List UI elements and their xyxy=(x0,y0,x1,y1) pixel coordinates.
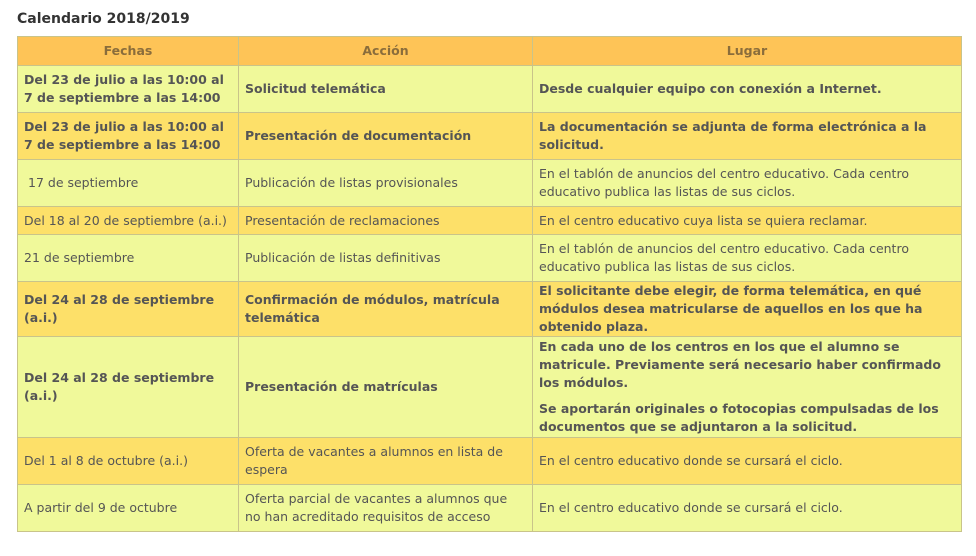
table-row xyxy=(18,113,962,160)
cell-accion: Oferta parcial de vacantes a alumnos que no han acreditado requisitos de acceso xyxy=(239,485,533,532)
cell-lugar xyxy=(533,282,962,337)
cell-fecha: 17 de septiembre xyxy=(18,160,239,207)
table-header-row xyxy=(18,37,962,66)
cell-fecha: Del 24 al 28 de septiembre (a.i.) xyxy=(18,282,239,337)
table-row xyxy=(18,337,962,438)
lugar-text: En el centro educativo donde se cursará el ciclo. xyxy=(539,500,843,515)
cell-accion: Presentación de matrículas xyxy=(239,337,533,438)
cell-accion: Presentación de reclamaciones xyxy=(239,207,533,235)
lugar-text: En el centro educativo donde se cursará el ciclo. xyxy=(539,453,843,468)
cell-fecha: A partir del 9 de octubre xyxy=(18,485,239,532)
cell-fecha: 21 de septiembre xyxy=(18,235,239,282)
cell-accion: Presentación de documentación xyxy=(239,113,533,160)
cell-fecha: Del 18 al 20 de septiembre (a.i.) xyxy=(18,207,239,235)
table-row xyxy=(18,160,962,207)
cell-accion: Publicación de listas definitivas xyxy=(239,235,533,282)
cell-fecha: Del 1 al 8 de octubre (a.i.) xyxy=(18,438,239,485)
header-lugar: Lugar xyxy=(533,37,962,66)
cell-lugar xyxy=(533,235,962,282)
header-fechas: Fechas xyxy=(18,37,239,66)
cell-lugar xyxy=(533,485,962,532)
table-row xyxy=(18,438,962,485)
cell-lugar xyxy=(533,337,962,438)
calendar-section xyxy=(17,7,961,532)
cell-fecha: Del 24 al 28 de septiembre (a.i.) xyxy=(18,337,239,438)
cell-fecha: Del 23 de julio a las 10:00 al 7 de septiembre a las 14:00 xyxy=(18,66,239,113)
lugar-text: La documentación se adjunta de forma electrónica a la solicitud. xyxy=(539,119,927,152)
table-row xyxy=(18,207,962,235)
lugar-text: En el centro educativo cuya lista se quiera reclamar. xyxy=(539,212,868,228)
calendar-table xyxy=(17,36,962,532)
lugar-text: Se aportarán originales o fotocopias compulsadas de los documentos que se adjuntaron a la solicitud. xyxy=(539,401,939,434)
table-row xyxy=(18,66,962,113)
table-row xyxy=(18,282,962,337)
cell-accion: Confirmación de módulos, matrícula telemática xyxy=(239,282,533,337)
cell-lugar xyxy=(533,113,962,160)
header-accion: Acción xyxy=(239,37,533,66)
cell-lugar xyxy=(533,207,962,235)
cell-fecha: Del 23 de julio a las 10:00 al 7 de septiembre a las 14:00 xyxy=(18,113,239,160)
lugar-text: En el tablón de anuncios del centro educativo. Cada centro educativo publica las listas de sus ciclos. xyxy=(539,241,909,274)
lugar-text: Desde cualquier equipo con conexión a Internet. xyxy=(539,81,882,96)
page-title: Calendario 2018/2019 xyxy=(17,11,190,27)
cell-lugar xyxy=(533,66,962,113)
cell-accion: Solicitud telemática xyxy=(239,66,533,113)
table-row xyxy=(18,235,962,282)
cell-accion: Oferta de vacantes a alumnos en lista de espera xyxy=(239,438,533,485)
lugar-text: En cada uno de los centros en los que el alumno se matricule. Previamente será necesario haber confirmado los módulos. xyxy=(539,339,941,390)
cell-lugar xyxy=(533,438,962,485)
cell-accion: Publicación de listas provisionales xyxy=(239,160,533,207)
table-row xyxy=(18,485,962,532)
cell-lugar xyxy=(533,160,962,207)
lugar-text: En el tablón de anuncios del centro educativo. Cada centro educativo publica las listas de sus ciclos. xyxy=(539,166,909,199)
lugar-text: El solicitante debe elegir, de forma telemática, en qué módulos desea matricularse de aquellos en los que ha obtenido plaza. xyxy=(539,283,923,334)
